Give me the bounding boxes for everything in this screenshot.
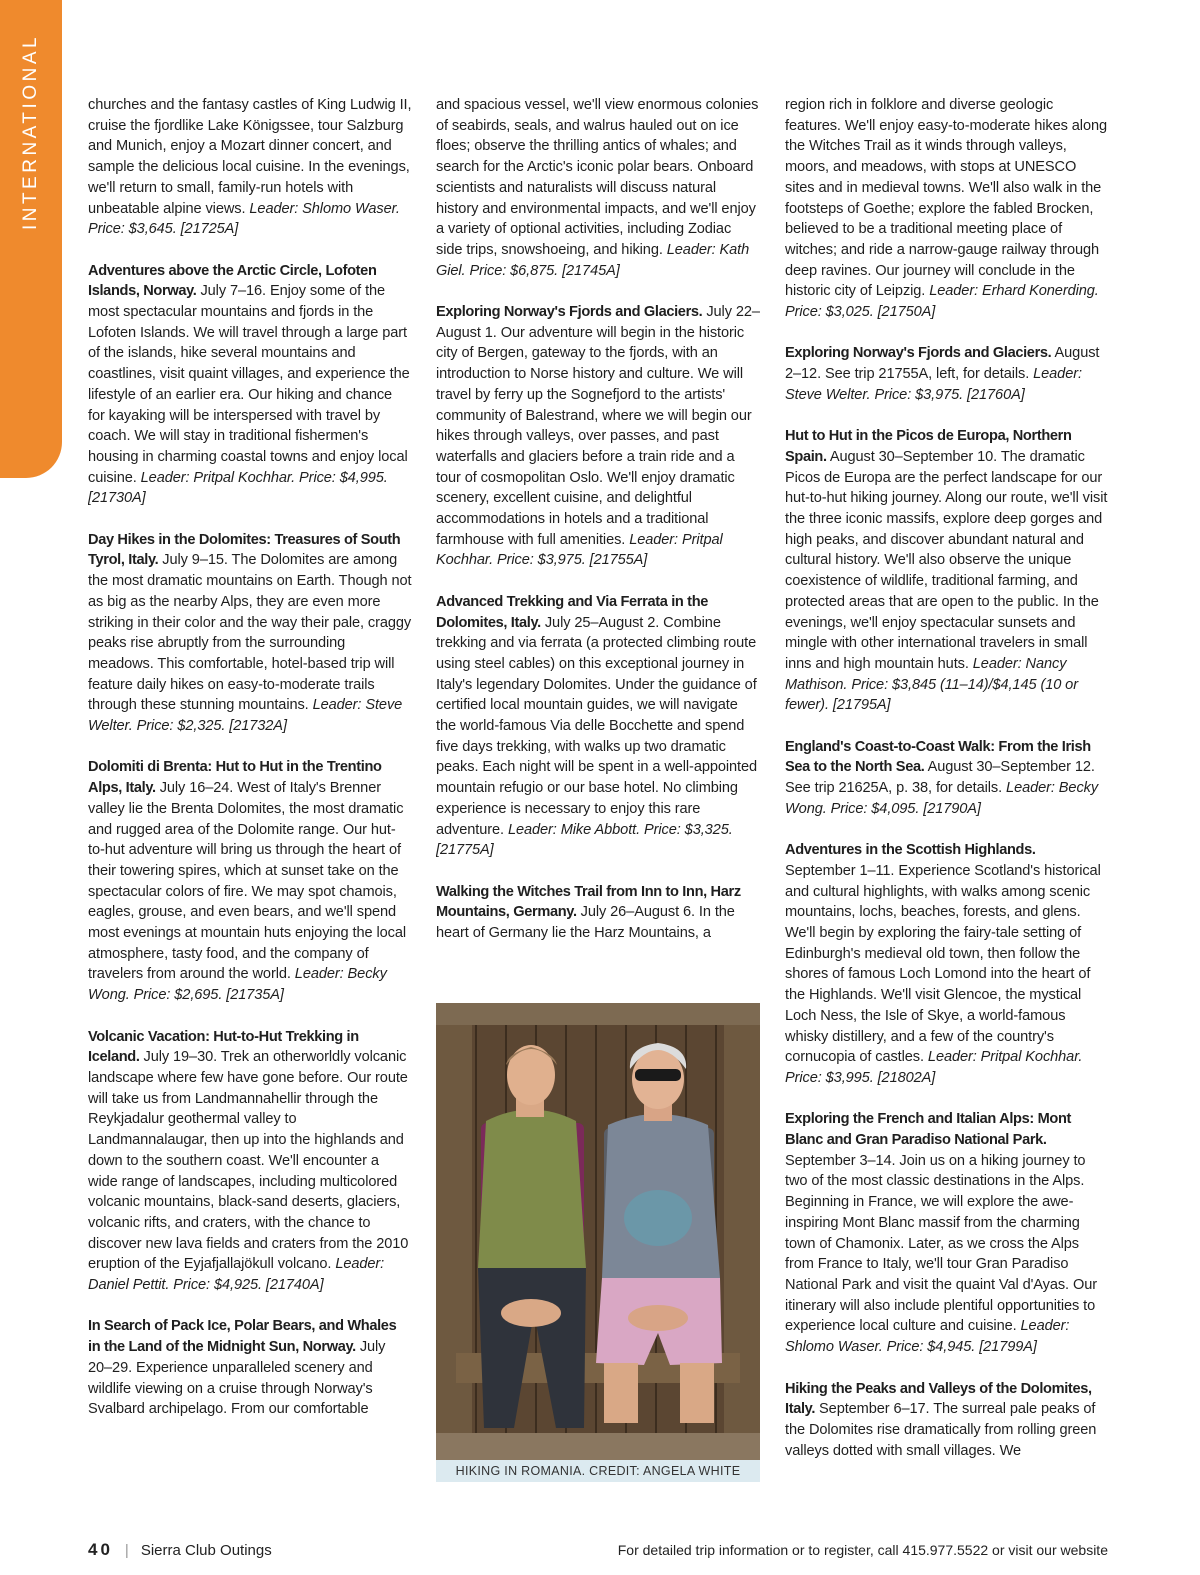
trip-description: August 30–September 12. See trip 21625A, p. 38, for details. <box>785 759 1095 797</box>
trip-entry <box>785 1109 1109 1357</box>
trip-title: Adventures above the Arctic Circle, Lofoten Islands, Norway. <box>88 262 377 300</box>
footer-contact-note: For detailed trip information or to register, call 415.977.5522 or visit our website <box>617 1542 1108 1558</box>
trip-leader-price: Leader: Mike Abbott. Price: $3,325. [21775A] <box>436 821 733 859</box>
trip-entry <box>785 737 1109 820</box>
trip-entry <box>88 530 412 737</box>
trip-leader-price: Leader: Shlomo Waser. Price: $4,945. [21799A] <box>785 1318 1070 1356</box>
trip-entry <box>785 840 1109 1088</box>
trip-entry <box>88 757 412 1005</box>
trip-description: September 3–14. Join us on a hiking journey to two of the most classic destinations in the Alps. Beginning in France, we will explore the awe-inspiring Mont Blanc massif from the charming town of Chamonix. Later, as we cross the Alps from France to Italy, we'll tour Gran Paradiso National Park and visit the quaint Val d'Ayas. Our itinerary will also include plentiful opportunities to experience local culture and cuisine. <box>785 1152 1097 1335</box>
trip-description: July 22–August 1. Our adventure will begin in the historic city of Bergen, gateway to the fjords, with an introduction to Norse history and culture. We will travel by ferry up the Sognefjord to the artists' community of Balestrand, where we will begin our hikes through valleys, over passes, and past waterfalls and glaciers before a train ride and a tour of cosmopolitan Oslo. We'll enjoy dramatic scenery, excellent cuisine, and delightful accommodations in hotels and a traditional farmhouse with full amenities. <box>436 304 760 548</box>
page-number: 40 <box>88 1540 113 1559</box>
hikers-photo <box>436 1003 760 1460</box>
trip-title: Volcanic Vacation: Hut-to-Hut Trekking in Iceland. <box>88 1028 359 1066</box>
trip-title: Dolomiti di Brenta: Hut to Hut in the Trentino Alps, Italy. <box>88 759 382 797</box>
trip-description: September 6–17. The surreal pale peaks of the Dolomites rise dramatically from rolling green valleys dotted with small villages. We <box>785 1401 1097 1459</box>
trip-leader-price: Leader: Shlomo Waser. Price: $3,645. [21725A] <box>88 200 400 238</box>
trip-title: Day Hikes in the Dolomites: Treasures of South Tyrol, Italy. <box>88 531 401 569</box>
trip-entry <box>436 95 760 281</box>
trip-leader-price: Leader: Steve Welter. Price: $2,325. [21732A] <box>88 697 403 735</box>
publication-name: Sierra Club Outings <box>140 1542 272 1559</box>
trip-description: and spacious vessel, we'll view enormous colonies of seabirds, seals, and walrus hauled out on ice floes; observe the thrilling antics of whales; and search for the Arctic's iconic polar bears. Onboard scientists and naturalists will discuss natural history and environmental impacts, and we'll enjoy a variety of optional activities, including Zodiac side trips, snowshoeing, and hiking. <box>436 97 759 258</box>
trip-leader-price: Leader: Pritpal Kochhar. Price: $4,995. [21730A] <box>88 469 388 507</box>
text-column-3 <box>785 95 1109 1485</box>
trip-entry <box>436 592 760 861</box>
trip-title: Adventures in the Scottish Highlands. <box>785 842 1036 859</box>
trip-title: Exploring Norway's Fjords and Glaciers. <box>436 304 703 321</box>
trip-entry <box>785 343 1109 405</box>
page-footer <box>88 1538 1108 1562</box>
section-label: INTERNATIONAL <box>20 33 41 231</box>
trip-leader-price: Leader: Becky Wong. Price: $2,695. [21735A] <box>88 966 387 1004</box>
footer-separator: | <box>124 1542 129 1559</box>
trip-leader-price: Leader: Steve Welter. Price: $3,975. [21760A] <box>785 366 1082 403</box>
trip-description: July 19–30. Trek an otherworldly volcanic landscape where few have gone before. Our route will take us from Landmannahellir through the Reykjadalur geothermal valley to Landmannalaugar, then up into the highlands and down to the southern coast. We'll encounter a wide range of landscapes, including multicolored volcanic mountains, black-sand deserts, glaciers, volcanic rifts, and craters, with the chance to discover new lava fields and craters from the 2010 eruption of the Eyjafjallajökull volcano. <box>88 1049 409 1273</box>
trip-entry <box>785 426 1109 716</box>
trip-entry <box>88 95 412 240</box>
trip-description: July 7–16. Enjoy some of the most spectacular mountains and fjords in the Lofoten Islands. We will travel through a large part of the islands, hike several mountains and coastlines, visit quaint villages, and experience the lifestyle of an earlier era. Our hiking and chance for kayaking will be interspersed with travel by coach. We will stay in traditional fishermen's housing in charming coastal towns and enjoy local cuisine. <box>88 283 410 486</box>
trip-description: churches and the fantasy castles of King Ludwig II, cruise the fjordlike Lake Königssee, tour Salzburg and Munich, enjoy a Mozart dinner concert, and sample the delicious local cuisine. In the evenings, we'll return to small, family-run hotels with unbeatable alpine views. <box>88 97 412 217</box>
trip-entry <box>88 1027 412 1296</box>
trip-leader-price: Leader: Erhard Konerding. Price: $3,025. [21750A] <box>785 283 1099 321</box>
trip-leader-price: Leader: Nancy Mathison. Price: $3,845 (11–14)/$4,145 (10 or fewer). [21795A] <box>785 655 1078 714</box>
trip-title: England's Coast-to-Coast Walk: From the Irish Sea to the North Sea. <box>785 738 1091 776</box>
trip-leader-price: Leader: Daniel Pettit. Price: $4,925. [21740A] <box>88 1256 385 1294</box>
trip-description: July 26–August 6. In the heart of Germany lie the Harz Mountains, a <box>436 904 735 942</box>
section-tab <box>0 0 62 478</box>
trip-description: July 16–24. West of Italy's Brenner valley lie the Brenta Dolomites, the most dramatic and rugged area of the Dolomite range. Our hut-to-hut adventure will bring us through the heart of their towering spires, which at sunset take on the spectacular colors of fire. We may spot chamois, eagles, grouse, and even bears, and we'll spend most evenings at mountain huts enjoying the local atmosphere, tasty food, and the company of travelers from around the world. <box>88 780 406 983</box>
trip-title: Exploring the French and Italian Alps: Mont Blanc and Gran Paradiso National Park. <box>785 1111 1072 1149</box>
trip-entry <box>785 95 1109 323</box>
trip-description: July 9–15. The Dolomites are among the most dramatic mountains on Earth. Though not as big as the nearby Alps, they are even more striking in their color and the way their pale, craggy peaks rise abruptly from the surrounding meadows. This comfortable, hotel-based trip will feature daily hikes on easy-to-moderate trails through these stunning mountains. <box>88 552 412 714</box>
trip-title: Exploring Norway's Fjords and Glaciers. <box>785 345 1052 362</box>
trip-title: Advanced Trekking and Via Ferrata in the Dolomites, Italy. <box>436 593 709 631</box>
trip-description: August 30–September 10. The dramatic Picos de Europa are the perfect landscape for our hut-to-hut hiking journey. Along our route, we'll visit the three iconic massifs, explore deep gorges and high peaks, and discover abundant natural and cultural history. We'll also observe the unique coexistence of wildlife, traditional farming, and protected areas that are open to the public. In the evenings, we'll enjoy spectacular sunsets and mingle with other international travelers in small inns and high mountain huts. <box>785 448 1108 672</box>
trip-title: Hut to Hut in the Picos de Europa, Northern Spain. <box>785 428 1072 465</box>
trip-leader-price: Leader: Pritpal Kochhar. Price: $3,975. [21755A] <box>436 531 723 569</box>
trip-leader-price: Leader: Kath Giel. Price: $6,875. [21745A] <box>436 241 750 279</box>
trip-description: region rich in folklore and diverse geologic features. We'll enjoy easy-to-moderate hikes along the Witches Trail as it winds through valleys, moors, and meadows, with stops at UNESCO sites and in medieval towns. We'll also walk in the footsteps of Goethe; explore the fabled Brocken, believed to be a traditional meeting place of witches; and ride a narrow-gauge railway through deep ravines. Our journey will conclude in the historic city of Leipzig. <box>785 97 1107 300</box>
trip-leader-price: Leader: Pritpal Kochhar. Price: $3,995. [21802A] <box>785 1049 1083 1086</box>
trip-title: Hiking the Peaks and Valleys of the Dolomites, Italy. <box>785 1380 1092 1418</box>
trip-entry <box>436 882 760 944</box>
trip-entry <box>88 261 412 509</box>
trip-description: July 20–29. Experience unparalleled scenery and wildlife viewing on a cruise through Norway's Svalbard archipelago. From our comfortable <box>88 1339 386 1418</box>
trip-description: August 2–12. See trip 21755A, left, for details. <box>785 345 1100 383</box>
trip-entry <box>436 302 760 571</box>
trip-entry <box>785 1379 1109 1462</box>
trip-leader-price: Leader: Becky Wong. Price: $4,095. [21790A] <box>785 780 1099 817</box>
trip-description: September 1–11. Experience Scotland's historical and cultural highlights, with walks among scenic mountains, lochs, beaches, forests, and glens. We'll begin by exploring the fairy-tale setting of Edinburgh's medieval old town, then follow the shores of famous Loch Lomond into the heart of the Highlands. We'll visit Glencoe, the mystical Loch Ness, the Isle of Skye, a world-famous whisky distillery, and a few of the country's cornucopia of castles. <box>785 862 1101 1066</box>
trip-title: Walking the Witches Trail from Inn to Inn, Harz Mountains, Germany. <box>436 883 741 921</box>
trip-description: July 25–August 2. Combine trekking and via ferrata (a protected climbing route using steel cables) on this exceptional journey in Italy's legendary Dolomites. Under the guidance of certified local mountain guides, we will navigate the world-famous Via delle Bocchette and spend five days trekking, with walks up two dramatic peaks. Each night will be spent in a well-appointed mountain refugio or our base hotel. No climbing experience is necessary to enjoy this rare adventure. <box>436 614 758 838</box>
text-column-1 <box>88 95 412 1485</box>
photo-caption: HIKING IN ROMANIA. CREDIT: ANGELA WHITE <box>436 1460 760 1482</box>
trip-entry <box>88 1316 412 1420</box>
trip-title: In Search of Pack Ice, Polar Bears, and Whales in the Land of the Midnight Sun, Norway. <box>88 1318 397 1356</box>
